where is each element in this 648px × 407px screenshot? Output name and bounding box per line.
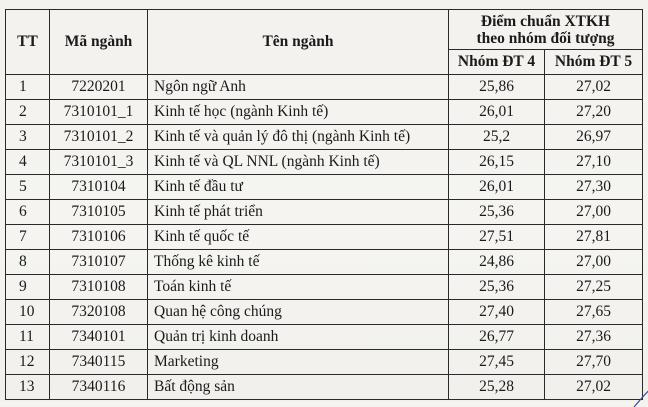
cell-tt: 1: [6, 75, 50, 100]
header-group4: Nhóm ĐT 4: [449, 50, 545, 75]
header-code: Mã ngành: [50, 10, 148, 75]
cell-tt: 4: [6, 150, 50, 175]
cell-code: 7310106: [50, 225, 148, 250]
cell-name: Ngôn ngữ Anh: [148, 75, 449, 100]
cell-group5-score: 27,30: [545, 175, 643, 200]
cell-tt: 2: [6, 100, 50, 125]
cell-code: 7310101_1: [50, 100, 148, 125]
cell-tt: 6: [6, 200, 50, 225]
cell-tt: 11: [6, 325, 50, 350]
table-row: [6, 375, 643, 400]
table-row: [6, 325, 643, 350]
cell-group4-score: 27,51: [449, 225, 545, 250]
cell-name: Kinh tế và quản lý đô thị (ngành Kinh tế): [148, 125, 449, 150]
cell-name: Kinh tế phát triển: [148, 200, 449, 225]
cell-tt: 10: [6, 300, 50, 325]
cell-code: 7310101_2: [50, 125, 148, 150]
table-row: [6, 75, 643, 100]
cell-code: 7310105: [50, 200, 148, 225]
table-row: [6, 350, 643, 375]
cell-group4-score: 27,45: [449, 350, 545, 375]
cell-tt: 8: [6, 250, 50, 275]
header-tt: TT: [6, 10, 50, 75]
cell-group4-score: 26,15: [449, 150, 545, 175]
cell-group4-score: 26,77: [449, 325, 545, 350]
cell-name: Kinh tế học (ngành Kinh tế): [148, 100, 449, 125]
cell-code: 7310107: [50, 250, 148, 275]
cell-tt: 12: [6, 350, 50, 375]
cell-code: 7320108: [50, 300, 148, 325]
cell-group4-score: 25,2: [449, 125, 545, 150]
cell-tt: 7: [6, 225, 50, 250]
cell-group5-score: 27,65: [545, 300, 643, 325]
cell-name: Bất động sản: [148, 375, 449, 400]
cell-group4-score: 26,01: [449, 175, 545, 200]
cell-group4-score: 27,40: [449, 300, 545, 325]
table-header-row: [6, 10, 643, 50]
cell-code: 7310101_3: [50, 150, 148, 175]
cell-code: 7340116: [50, 375, 148, 400]
table-row: [6, 175, 643, 200]
header-group5: Nhóm ĐT 5: [545, 50, 643, 75]
cell-name: Kinh tế quốc tế: [148, 225, 449, 250]
cell-name: Thống kê kinh tế: [148, 250, 449, 275]
cell-group5-score: 27,02: [545, 375, 643, 400]
cell-name: Quản trị kinh doanh: [148, 325, 449, 350]
cell-name: Quan hệ công chúng: [148, 300, 449, 325]
header-group-title-line1: Điểm chuẩn XTKH: [480, 13, 611, 30]
table-row: [6, 100, 643, 125]
pen-mark-decoration: [624, 377, 648, 407]
header-group-title-line2: theo nhóm đối tượng: [476, 30, 615, 47]
cell-tt: 9: [6, 275, 50, 300]
cell-group5-score: 27,00: [545, 200, 643, 225]
cell-group5-score: 27,81: [545, 225, 643, 250]
table-row: [6, 275, 643, 300]
admission-score-table: [5, 9, 643, 400]
cell-group5-score: 26,97: [545, 125, 643, 150]
table-body: [6, 75, 643, 400]
cell-code: 7310108: [50, 275, 148, 300]
cell-group4-score: 24,86: [449, 250, 545, 275]
cell-group5-score: 27,10: [545, 150, 643, 175]
cell-code: 7340101: [50, 325, 148, 350]
cell-group5-score: 27,70: [545, 350, 643, 375]
cell-name: Kinh tế và QL NNL (ngành Kinh tế): [148, 150, 449, 175]
cell-tt: 13: [6, 375, 50, 400]
cell-group4-score: 25,28: [449, 375, 545, 400]
cell-name: Toán kinh tế: [148, 275, 449, 300]
cell-group5-score: 27,00: [545, 250, 643, 275]
cell-code: 7310104: [50, 175, 148, 200]
cell-group5-score: 27,02: [545, 75, 643, 100]
header-group-title: [449, 10, 643, 50]
cell-group4-score: 26,01: [449, 100, 545, 125]
cell-name: Marketing: [148, 350, 449, 375]
cell-group5-score: 27,20: [545, 100, 643, 125]
header-name: Tên ngành: [148, 10, 449, 75]
cell-group4-score: 25,86: [449, 75, 545, 100]
table-row: [6, 250, 643, 275]
table-row: [6, 150, 643, 175]
cell-tt: 3: [6, 125, 50, 150]
cell-code: 7220201: [50, 75, 148, 100]
table-row: [6, 125, 643, 150]
table-row: [6, 300, 643, 325]
cell-name: Kinh tế đầu tư: [148, 175, 449, 200]
cell-tt: 5: [6, 175, 50, 200]
table-row: [6, 225, 643, 250]
cell-group5-score: 27,25: [545, 275, 643, 300]
cell-code: 7340115: [50, 350, 148, 375]
cell-group4-score: 25,36: [449, 200, 545, 225]
cell-group4-score: 25,36: [449, 275, 545, 300]
table-row: [6, 200, 643, 225]
cell-group5-score: 27,36: [545, 325, 643, 350]
